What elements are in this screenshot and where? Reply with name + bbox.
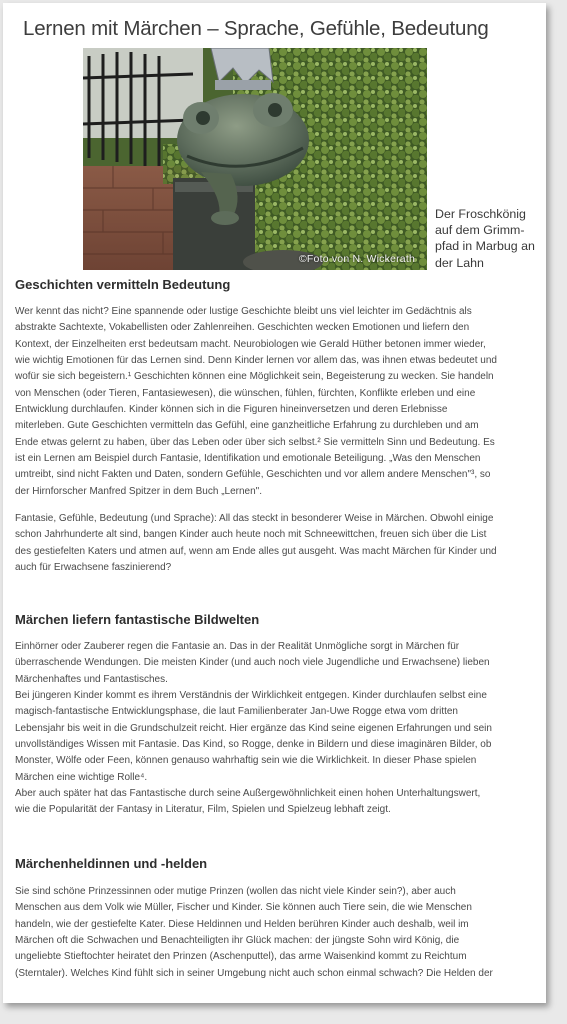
text-line: Aber auch später hat das Fantastische durch seine Außergewöhnlichkeit einen hohen Unterhaltungswert, [15, 788, 481, 800]
text-line: ist ein Lernen am Beispiel durch Fantasie, Identifikation und emotionale Beteiligung. „Was den Menschen [15, 453, 481, 465]
paragraph-heldinnen [15, 884, 540, 982]
text-line: unvollständiges Wissen mit Fantasie. Das Kind, so Rogge, denke in Bildern und diese imaginären Bilder, ob [15, 739, 492, 751]
article-page [3, 3, 546, 1003]
text-line: Wer kennt das nicht? Eine spannende oder lustige Geschichte bleibt uns viel leichter im Gedächtnis als [15, 306, 472, 317]
text-line: Kontext, der Einzelheiten erst bedeutsam macht. Neurobiologen wie Gerald Hüther betonen immer wieder, [15, 338, 486, 350]
text-line: (Sterntaler). Welches Kind fühlt sich in seiner Umgebung nicht auch schon einmal schwach? Die Helden der [15, 967, 493, 979]
page-title: Lernen mit Märchen – Sprache, Gefühle, Bedeutung [23, 17, 489, 40]
text-line: Sie sind schöne Prinzessinnen oder mutige Prinzen (wollen das nicht viele Kinder sein?), aber auch [15, 886, 456, 897]
text-line: Märchenhaftes und Fantastisches. [15, 673, 168, 685]
text-line: miterleben. Gute Geschichten vermitteln das Gefühl, eine ganzheitliche Erfahrung zu durchleben und am [15, 420, 479, 432]
text-line: Lebensjahr bis weit in die Grundschulzeit reicht. Hier ergänze das Kind seine eigenen Erfahrungen und sein [15, 722, 492, 734]
caption-line: pfad in Marbug an [435, 239, 535, 254]
text-line: der Hirnforscher Manfred Spitzer in dem Buch „Lernen". [15, 485, 262, 497]
text-line: ungeliebte Stieftochter heiratet den Prinzen (Aschenputtel), das arme Waisenkind kommt zu Reichtum [15, 951, 467, 963]
paragraph-geschichten-1 [15, 304, 540, 500]
section-heading-bildwelten: Märchen liefern fantastische Bildwelten [15, 612, 260, 627]
text-line: wie die Popularität der Fantasy in Literatur, Film, Spielen und Spielzeug lebhaft zeigt. [15, 804, 391, 816]
text-line: Monster, Wölfe oder Feen, können genauso wahrhaftig sein wie die Wirklichkeit. In dieser Phase spielen [15, 755, 477, 767]
photo-credit: ©Foto von N. Wickerath [298, 253, 415, 265]
text-line: auch für Erwachsene faszinierend? [15, 562, 172, 574]
text-line: Bei jüngeren Kinder kommt es ihrem Verständnis der Wirklichkeit entgegen. Kinder durchlaufen selbst eine [15, 690, 487, 702]
text-line: umtreibt, sind nicht Fakten und Daten, sondern Gefühle, Geschichten und vor allem andere Menschen"³, so [15, 469, 491, 481]
image-caption [435, 206, 539, 271]
paragraph-bildwelten [15, 639, 540, 819]
text-line: Märchen eine wichtige Rolle⁴. [15, 771, 148, 783]
text-line: überraschende Wendungen. Die meisten Kinder (und auch noch viele Jugendliche und Erwachsene) lieben [15, 657, 490, 669]
paragraph-geschichten-2 [15, 511, 540, 576]
text-line: schon Jahrhunderte alt sind, bangen Kinder auch heute noch mit Schneewittchen, freuen sich über die List [15, 529, 487, 541]
caption-line: der Lahn [435, 255, 484, 270]
text-line: Ende etwas gelernt zu haben, über das Leben oder über sich selbst.² Sie vermitteln Sinn und Bedeutung. Es [15, 436, 495, 448]
text-line: von Menschen (oder Tieren, Fantasiewesen), die wünschen, fühlen, fürchten, Konflikte erleben und eine [15, 387, 476, 399]
frog-king-photo [83, 48, 427, 270]
text-line: wofür sie sich begeistern.¹ Geschichten können eine Möglichkeit sein, Begeisterung zu wecken. Sie handeln [15, 371, 494, 383]
section-heading-heldinnen: Märchenheldinnen und -helden [15, 856, 208, 871]
caption-line: auf dem Grimm- [435, 223, 525, 238]
caption-line: Der Froschkönig [435, 207, 526, 221]
text-line: des gestiefelten Katers und atmen auf, wenn am Ende alles gut ausgeht. Was macht Märchen für Kinder und [15, 545, 497, 557]
text-line: Entwicklung durchlaufen. Kinder können sich in die Figuren hineinversetzen und deren Erlebnisse [15, 404, 448, 416]
text-line: handeln, wie der gestiefelte Kater. Diese Heldinnen und Helden berühren Kinder auch deshalb, weil im [15, 918, 469, 930]
text-line: magisch-fantastische Entwicklungsphase, die laut Familienberater Jan-Uwe Rogge etwa vom dritten [15, 706, 458, 718]
text-line: Einhörner oder Zauberer regen die Fantasie an. Das in der Realität Unmögliche sorgt in Märchen für [15, 641, 460, 652]
text-line: abstrakte Sachtexte, Vokabellisten oder Zahlenreihen. Geschichten wecken Emotionen und liefern den [15, 322, 470, 334]
text-line: Märchen oft die Schwachen und Benachteiligten ihr Glück machen: der jüngste Sohn wird König, die [15, 935, 460, 947]
frog-king-image [83, 48, 427, 270]
section-heading-geschichten: Geschichten vermitteln Bedeutung [15, 277, 231, 292]
text-line: wie wichtig Emotionen für das Lernen sind. Denn Kinder lernen vor allem das, was ihnen etwas bedeutet und [15, 355, 497, 367]
text-line: Fantasie, Gefühle, Bedeutung (und Sprache): All das steckt in besonderer Weise in Märchen. Obwohl einige [15, 513, 494, 524]
text-line: Menschen aus dem Volk wie Müller, Fischer und Kinder. Sie können auch Tiere sein, die wie Menschen [15, 902, 472, 914]
